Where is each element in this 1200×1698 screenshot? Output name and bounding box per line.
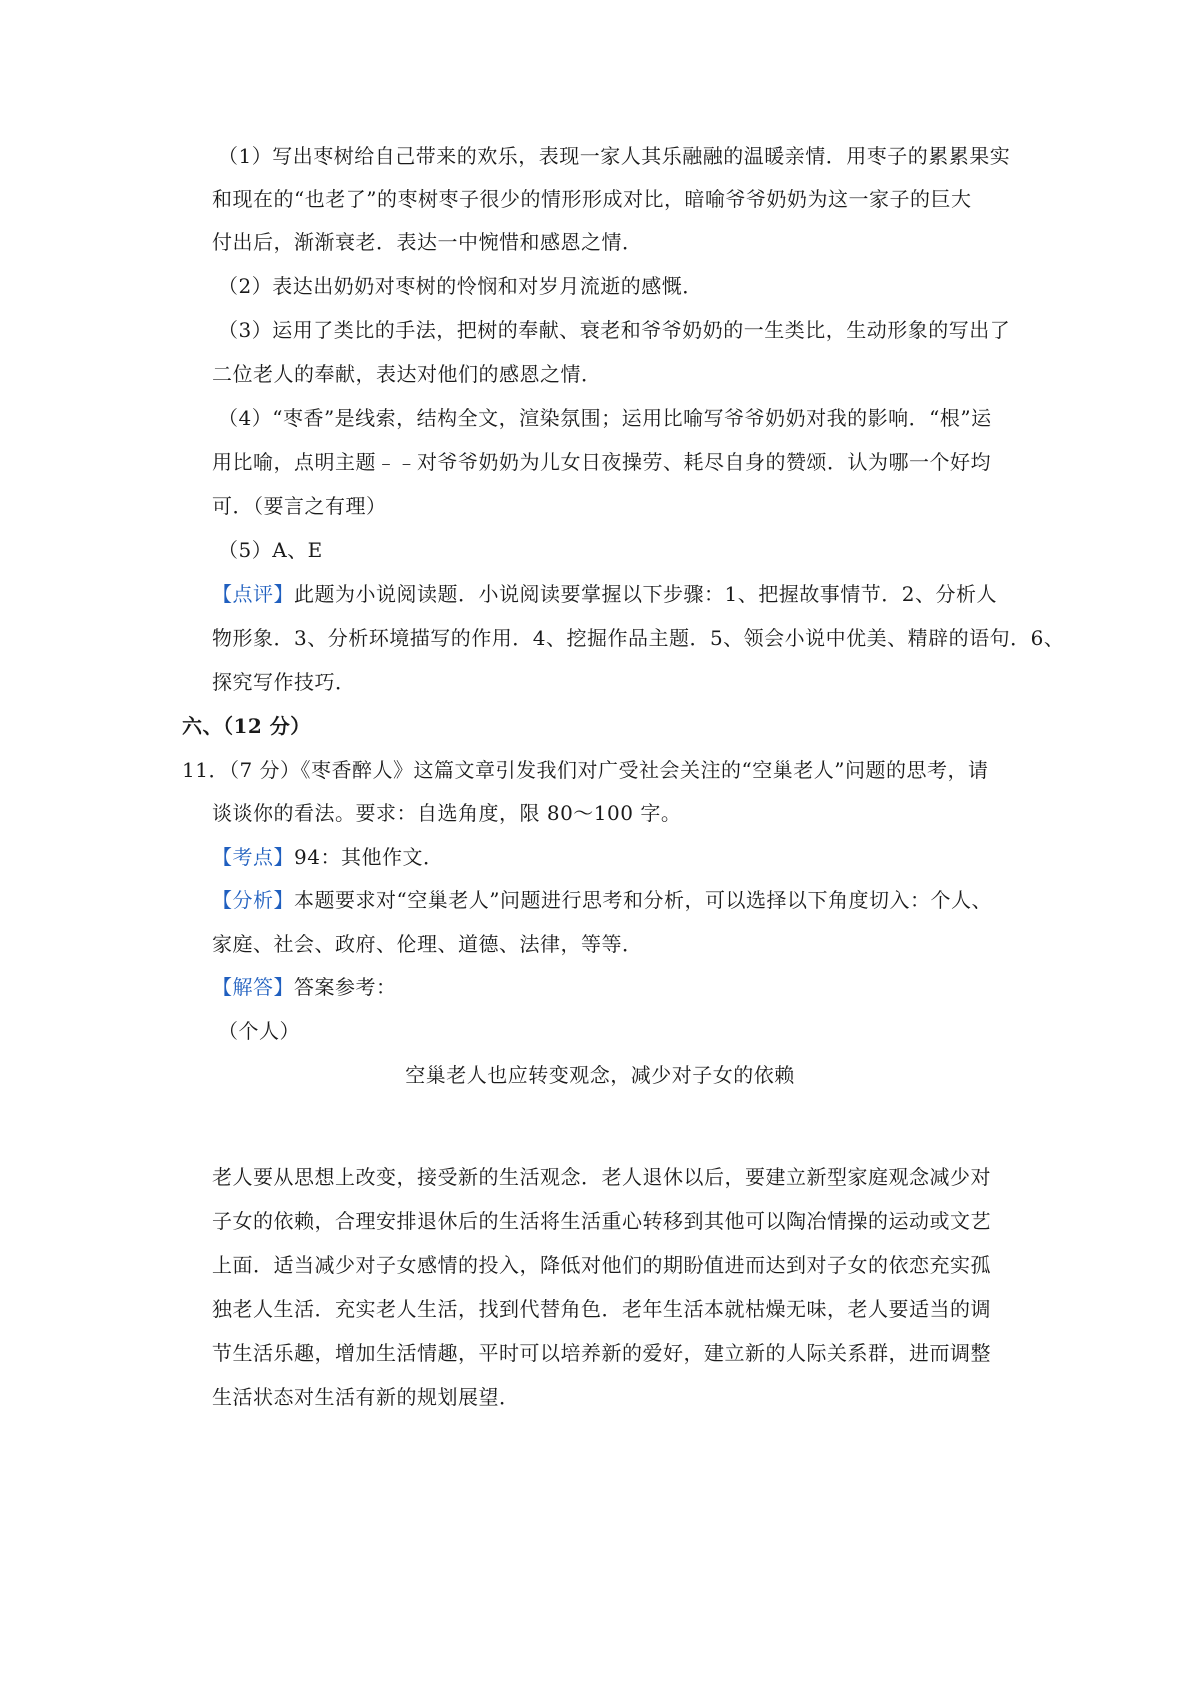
answer-1-line-2: 和现在的“也老了”的枣树枣子很少的情形形成对比，暗喻爷爷奶奶为这一家子的巨大 <box>212 187 972 211</box>
solution-line <box>212 973 397 1001</box>
solution-tag: 【解答】 <box>212 975 294 999</box>
answer-4-line-2: 用比喻，点明主题﹣﹣对爷爷奶奶为儿女日夜操劳、耗尽自身的赞颂．认为哪一个好均 <box>212 450 991 474</box>
solution-text: 答案参考： <box>294 975 397 999</box>
essay-body-line-5: 节生活乐趣，增加生活情趣，平时可以培养新的爱好，建立新的人际关系群，进而调整 <box>212 1341 991 1365</box>
essay-body-line-6: 生活状态对生活有新的规划展望． <box>212 1385 520 1409</box>
answer-3-line-2: 二位老人的奉献，表达对他们的感恩之情． <box>212 362 602 386</box>
answer-1-line-1: （1）写出枣树给自己带来的欢乐，表现一家人其乐融融的温暖亲情．用枣子的累累果实 <box>218 144 1011 168</box>
comment-tag: 【点评】 <box>212 582 294 606</box>
kaodian-tag: 【考点】 <box>212 845 294 869</box>
question-11-line-2: 谈谈你的看法。要求：自选角度，限 80～100 字。 <box>212 801 682 825</box>
solution-perspective: （个人） <box>218 1019 300 1043</box>
answer-1-line-3: 付出后，渐渐衰老．表达一中惋惜和感恩之情． <box>212 230 643 254</box>
comment-line-2: 物形象．3、分析环境描写的作用．4、挖掘作品主题．5、领会小说中优美、精辟的语句．6、 <box>212 626 1065 650</box>
essay-body-line-1: 老人要从思想上改变，接受新的生活观念．老人退休以后，要建立新型家庭观念减少对 <box>212 1165 991 1189</box>
analysis-line-2: 家庭、社会、政府、伦理、道德、法律，等等． <box>212 932 643 956</box>
comment-line-1 <box>212 580 997 608</box>
answer-2: （2）表达出奶奶对枣树的怜悯和对岁月流逝的感慨． <box>218 274 703 298</box>
answer-3-line-1: （3）运用了类比的手法，把树的奉献、衰老和爷爷奶奶的一生类比，生动形象的写出了 <box>218 318 1011 342</box>
kaodian-text: 94：其他作文． <box>294 845 444 869</box>
question-11-line-1: 11．（7 分）《枣香醉人》这篇文章引发我们对广受社会关注的“空巢老人”问题的思考，请 <box>182 758 989 782</box>
answer-4-line-1: （4）“枣香”是线索，结构全文，渲染氛围；运用比喻写爷爷奶奶对我的影响．“根”运 <box>218 406 992 430</box>
analysis-text-1: 本题要求对“空巢老人”问题进行思考和分析，可以选择以下角度切入：个人、 <box>294 888 992 912</box>
essay-body-line-4: 独老人生活．充实老人生活，找到代替角色．老年生活本就枯燥无味，老人要适当的调 <box>212 1297 991 1321</box>
essay-body-line-2: 子女的依赖，合理安排退休后的生活将生活重心转移到其他可以陶冶情操的运动或文艺 <box>212 1209 991 1233</box>
analysis-line-1 <box>212 886 992 914</box>
essay-title: 空巢老人也应转变观念，减少对子女的依赖 <box>405 1063 795 1087</box>
answer-4-line-3: 可．（要言之有理） <box>212 494 387 518</box>
comment-line-3: 探究写作技巧． <box>212 670 356 694</box>
section-heading: 六、（12 分） <box>182 714 311 738</box>
essay-body-line-3: 上面．适当减少对子女感情的投入，降低对他们的期盼值进而达到对子女的依恋充实孤 <box>212 1253 991 1277</box>
answer-5: （5）A、E <box>218 538 323 562</box>
comment-text-1: 此题为小说阅读题．小说阅读要掌握以下步骤：1、把握故事情节．2、分析人 <box>294 582 997 606</box>
analysis-tag: 【分析】 <box>212 888 294 912</box>
kaodian-line <box>212 843 443 871</box>
